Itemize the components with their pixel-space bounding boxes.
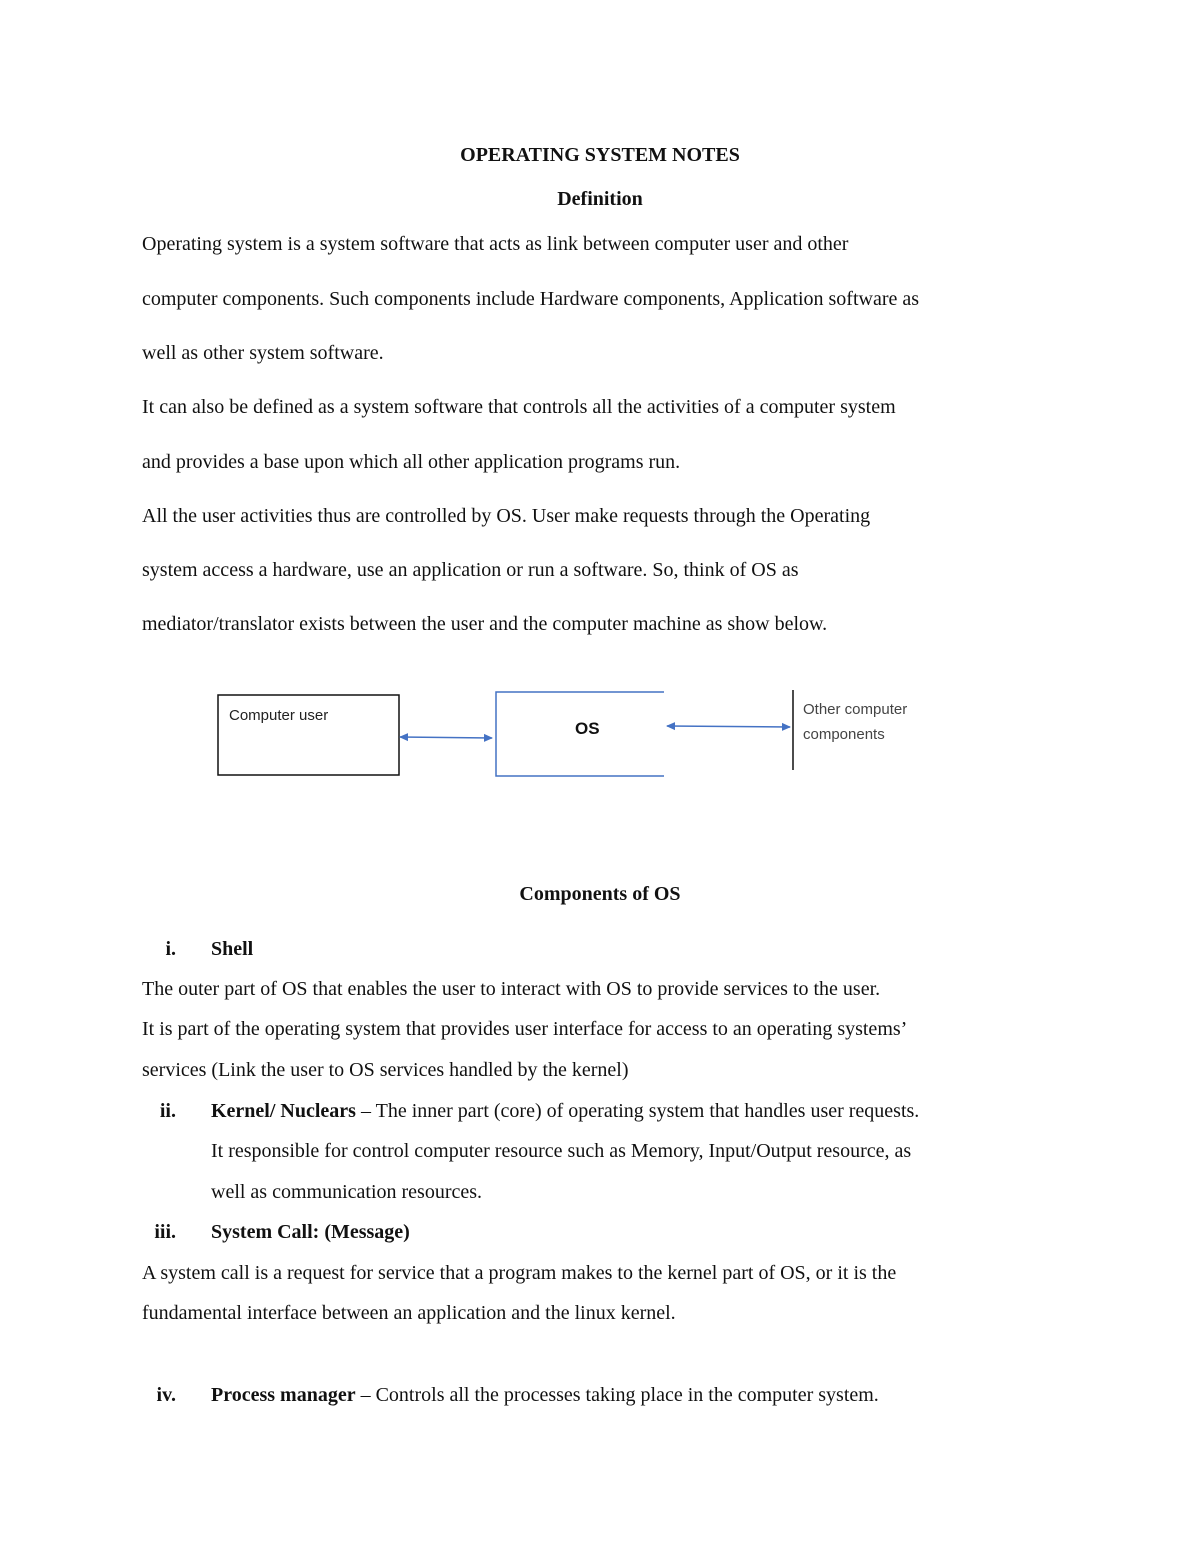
paragraph-line: It can also be defined as a system software that controls all the activities of a computer system — [142, 396, 896, 418]
paragraph-line: fundamental interface between an application and the linux kernel. — [142, 1302, 676, 1324]
page-title: OPERATING SYSTEM NOTES — [460, 144, 740, 166]
paragraph-line: It is part of the operating system that provides user interface for access to an operating systems’ — [142, 1018, 908, 1040]
list-number: iv. — [156, 1384, 176, 1406]
process-title: Process manager — [211, 1384, 356, 1406]
process-item — [211, 1384, 879, 1407]
list-number: iii. — [154, 1221, 176, 1243]
paragraph-line: A system call is a request for service that a program makes to the kernel part of OS, or it is the — [142, 1262, 897, 1284]
paragraph-line: The outer part of OS that enables the user to interact with OS to provide services to the user. — [142, 978, 881, 1000]
list-number: i. — [165, 938, 176, 960]
paragraph-line: computer components. Such components include Hardware components, Application software as — [142, 288, 920, 310]
paragraph-line: mediator/translator exists between the user and the computer machine as show below. — [142, 613, 828, 635]
user-os-arrow — [400, 737, 492, 738]
process-description: – Controls all the processes taking place in the computer system. — [355, 1384, 879, 1406]
definition-heading: Definition — [557, 188, 643, 210]
os-label: OS — [575, 719, 600, 738]
os-diagram — [0, 680, 1200, 790]
list-number: ii. — [159, 1100, 176, 1122]
paragraph-line: It responsible for control computer resource such as Memory, Input/Output resource, as — [211, 1140, 912, 1162]
other-components-label-1: Other computer — [803, 701, 908, 718]
paragraph-line: well as other system software. — [142, 342, 384, 364]
paragraph-line: and provides a base upon which all other application programs run. — [142, 451, 681, 473]
paragraph-line: Operating system is a system software that acts as link between computer user and other — [142, 233, 849, 255]
os-components-arrow — [667, 726, 790, 727]
components-heading: Components of OS — [519, 883, 681, 905]
syscall-title: System Call: (Message) — [211, 1221, 410, 1243]
kernel-description: – The inner part (core) of operating system that handles user requests. — [355, 1100, 920, 1122]
shell-title: Shell — [211, 938, 254, 960]
kernel-item — [211, 1100, 919, 1123]
computer-user-label: Computer user — [229, 707, 329, 724]
paragraph-line: services (Link the user to OS services handled by the kernel) — [142, 1059, 629, 1081]
paragraph-line: system access a hardware, use an application or run a software. So, think of OS as — [142, 559, 799, 581]
other-components-label-2: components — [803, 726, 885, 743]
paragraph-line: All the user activities thus are controlled by OS. User make requests through the Operating — [142, 505, 871, 527]
kernel-title: Kernel/ Nuclears — [211, 1100, 356, 1122]
paragraph-line: well as communication resources. — [211, 1181, 483, 1203]
